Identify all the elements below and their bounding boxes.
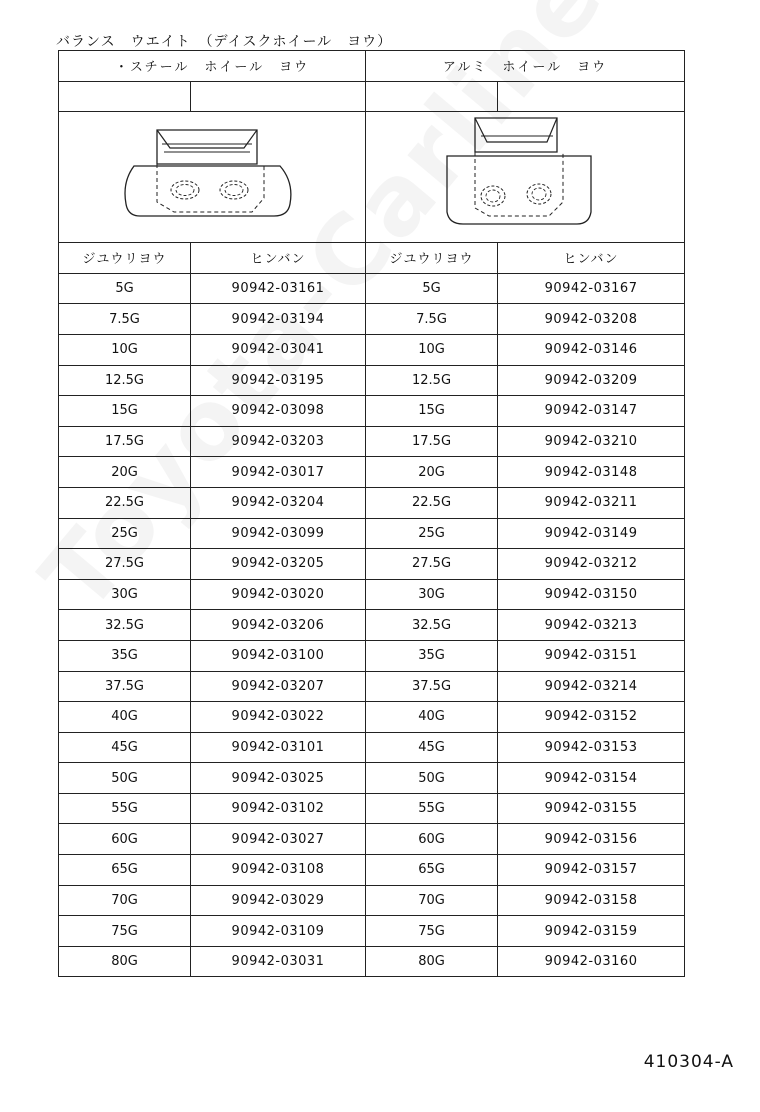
alum-weight-cell: 5G xyxy=(366,273,498,304)
steel-part-number-cell: 90942-03098 xyxy=(191,396,366,427)
blank-cell xyxy=(59,81,191,112)
steel-part-column-header: ヒンバン xyxy=(191,243,366,274)
steel-weight-cell: 40G xyxy=(59,702,191,733)
page-title: バランス ウエイト （デイスクホイール ヨウ） xyxy=(56,34,393,50)
steel-weight-column-header: ジユウリヨウ xyxy=(59,243,191,274)
table-row xyxy=(59,702,685,733)
table-row xyxy=(59,640,685,671)
steel-weight-cell: 80G xyxy=(59,946,191,977)
table-row xyxy=(59,549,685,580)
steel-weight-cell: 15G xyxy=(59,396,191,427)
steel-weight-illustration-cell xyxy=(59,112,366,243)
table-row xyxy=(59,579,685,610)
steel-weight-cell: 25G xyxy=(59,518,191,549)
document-code: 410304-A xyxy=(643,1052,734,1072)
steel-part-number-cell: 90942-03108 xyxy=(191,855,366,886)
alum-part-number-cell: 90942-03210 xyxy=(498,426,685,457)
balance-weight-table xyxy=(58,50,685,977)
alum-weight-cell: 60G xyxy=(366,824,498,855)
steel-weight-cell: 20G xyxy=(59,457,191,488)
alum-weight-cell: 27.5G xyxy=(366,549,498,580)
alum-weight-drawing xyxy=(425,112,625,242)
steel-part-number-cell: 90942-03025 xyxy=(191,763,366,794)
alum-weight-cell: 20G xyxy=(366,457,498,488)
alum-weight-cell: 65G xyxy=(366,855,498,886)
steel-part-number-cell: 90942-03031 xyxy=(191,946,366,977)
steel-part-number-cell: 90942-03194 xyxy=(191,304,366,335)
blank-cell xyxy=(498,81,685,112)
alum-part-number-cell: 90942-03154 xyxy=(498,763,685,794)
alum-weight-cell: 75G xyxy=(366,916,498,947)
alum-weight-cell: 80G xyxy=(366,946,498,977)
table-row xyxy=(59,365,685,396)
table-body xyxy=(59,273,685,977)
steel-weight-cell: 37.5G xyxy=(59,671,191,702)
steel-weight-cell: 17.5G xyxy=(59,426,191,457)
blank-row xyxy=(59,81,685,112)
steel-part-number-cell: 90942-03205 xyxy=(191,549,366,580)
table-row xyxy=(59,426,685,457)
alum-weight-cell: 32.5G xyxy=(366,610,498,641)
steel-part-number-cell: 90942-03099 xyxy=(191,518,366,549)
table-row xyxy=(59,487,685,518)
alum-part-column-header: ヒンバン xyxy=(498,243,685,274)
alum-weight-illustration-cell xyxy=(366,112,685,243)
steel-part-number-cell: 90942-03100 xyxy=(191,640,366,671)
alum-weight-cell: 37.5G xyxy=(366,671,498,702)
steel-weight-cell: 12.5G xyxy=(59,365,191,396)
steel-weight-cell: 30G xyxy=(59,579,191,610)
column-header-row xyxy=(59,243,685,274)
steel-weight-cell: 7.5G xyxy=(59,304,191,335)
table-row xyxy=(59,518,685,549)
table-row xyxy=(59,732,685,763)
steel-part-number-cell: 90942-03207 xyxy=(191,671,366,702)
table-row xyxy=(59,824,685,855)
steel-weight-cell: 45G xyxy=(59,732,191,763)
alum-weight-cell: 15G xyxy=(366,396,498,427)
alum-part-number-cell: 90942-03214 xyxy=(498,671,685,702)
table-row xyxy=(59,793,685,824)
alum-weight-cell: 50G xyxy=(366,763,498,794)
steel-weight-cell: 70G xyxy=(59,885,191,916)
steel-part-number-cell: 90942-03195 xyxy=(191,365,366,396)
alum-weight-cell: 17.5G xyxy=(366,426,498,457)
alum-part-number-cell: 90942-03151 xyxy=(498,640,685,671)
table-row xyxy=(59,916,685,947)
steel-weight-cell: 50G xyxy=(59,763,191,794)
steel-part-number-cell: 90942-03102 xyxy=(191,793,366,824)
table-row xyxy=(59,946,685,977)
alum-weight-cell: 30G xyxy=(366,579,498,610)
alum-part-number-cell: 90942-03149 xyxy=(498,518,685,549)
alum-part-number-cell: 90942-03155 xyxy=(498,793,685,824)
steel-weight-cell: 5G xyxy=(59,273,191,304)
steel-weight-cell: 27.5G xyxy=(59,549,191,580)
table-row xyxy=(59,671,685,702)
steel-part-number-cell: 90942-03109 xyxy=(191,916,366,947)
alum-weight-cell: 12.5G xyxy=(366,365,498,396)
blank-cell xyxy=(191,81,366,112)
table-row xyxy=(59,457,685,488)
alum-part-number-cell: 90942-03157 xyxy=(498,855,685,886)
steel-part-number-cell: 90942-03027 xyxy=(191,824,366,855)
steel-wheel-header: ・スチール ホイール ヨウ xyxy=(59,51,366,82)
alum-part-number-cell: 90942-03211 xyxy=(498,487,685,518)
table-row xyxy=(59,763,685,794)
steel-part-number-cell: 90942-03017 xyxy=(191,457,366,488)
steel-weight-drawing xyxy=(112,122,312,232)
steel-weight-cell: 55G xyxy=(59,793,191,824)
blank-cell xyxy=(366,81,498,112)
table-row xyxy=(59,304,685,335)
table-row xyxy=(59,396,685,427)
alum-wheel-header: アルミ ホイール ヨウ xyxy=(366,51,685,82)
alum-part-number-cell: 90942-03152 xyxy=(498,702,685,733)
wheel-type-header-row xyxy=(59,51,685,82)
alum-part-number-cell: 90942-03158 xyxy=(498,885,685,916)
steel-weight-cell: 75G xyxy=(59,916,191,947)
alum-weight-cell: 40G xyxy=(366,702,498,733)
alum-part-number-cell: 90942-03213 xyxy=(498,610,685,641)
alum-part-number-cell: 90942-03209 xyxy=(498,365,685,396)
table-row xyxy=(59,855,685,886)
steel-part-number-cell: 90942-03206 xyxy=(191,610,366,641)
alum-part-number-cell: 90942-03156 xyxy=(498,824,685,855)
alum-weight-cell: 10G xyxy=(366,334,498,365)
steel-weight-cell: 10G xyxy=(59,334,191,365)
steel-part-number-cell: 90942-03029 xyxy=(191,885,366,916)
alum-weight-cell: 25G xyxy=(366,518,498,549)
steel-weight-cell: 65G xyxy=(59,855,191,886)
alum-part-number-cell: 90942-03159 xyxy=(498,916,685,947)
steel-part-number-cell: 90942-03020 xyxy=(191,579,366,610)
alum-weight-cell: 70G xyxy=(366,885,498,916)
alum-weight-cell: 7.5G xyxy=(366,304,498,335)
alum-part-number-cell: 90942-03150 xyxy=(498,579,685,610)
steel-part-number-cell: 90942-03101 xyxy=(191,732,366,763)
steel-weight-cell: 35G xyxy=(59,640,191,671)
alum-weight-cell: 45G xyxy=(366,732,498,763)
steel-part-number-cell: 90942-03022 xyxy=(191,702,366,733)
alum-part-number-cell: 90942-03147 xyxy=(498,396,685,427)
alum-part-number-cell: 90942-03153 xyxy=(498,732,685,763)
alum-part-number-cell: 90942-03212 xyxy=(498,549,685,580)
table-row xyxy=(59,610,685,641)
table-row xyxy=(59,885,685,916)
steel-weight-cell: 22.5G xyxy=(59,487,191,518)
alum-weight-cell: 35G xyxy=(366,640,498,671)
table-row xyxy=(59,334,685,365)
alum-part-number-cell: 90942-03148 xyxy=(498,457,685,488)
table-row xyxy=(59,273,685,304)
alum-weight-column-header: ジユウリヨウ xyxy=(366,243,498,274)
steel-part-number-cell: 90942-03204 xyxy=(191,487,366,518)
steel-part-number-cell: 90942-03203 xyxy=(191,426,366,457)
alum-part-number-cell: 90942-03160 xyxy=(498,946,685,977)
steel-part-number-cell: 90942-03161 xyxy=(191,273,366,304)
alum-part-number-cell: 90942-03146 xyxy=(498,334,685,365)
steel-weight-cell: 60G xyxy=(59,824,191,855)
illustration-row xyxy=(59,112,685,243)
steel-weight-cell: 32.5G xyxy=(59,610,191,641)
alum-weight-cell: 22.5G xyxy=(366,487,498,518)
alum-part-number-cell: 90942-03208 xyxy=(498,304,685,335)
alum-weight-cell: 55G xyxy=(366,793,498,824)
steel-part-number-cell: 90942-03041 xyxy=(191,334,366,365)
alum-part-number-cell: 90942-03167 xyxy=(498,273,685,304)
